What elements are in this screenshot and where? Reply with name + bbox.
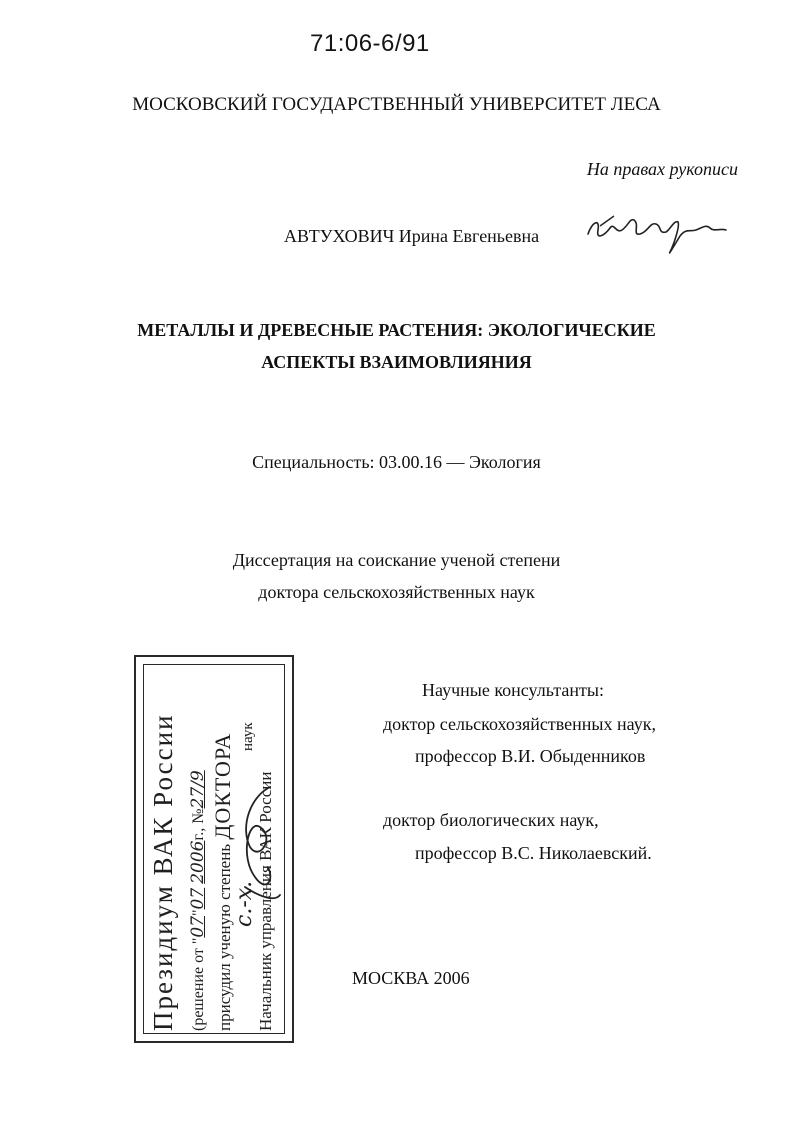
university-name: МОСКОВСКИЙ ГОСУДАРСТВЕННЫЙ УНИВЕРСИТЕТ ЛЕСА <box>132 94 661 115</box>
thesis-degree-line-1: Диссертация на соискание ученой степени <box>232 550 561 570</box>
rights-note: На правах рукописи <box>586 159 738 179</box>
stamp-decision-mid: " <box>190 909 207 916</box>
stamp-decision-no-label: г., № <box>190 808 207 841</box>
stamp-head: Начальник управления ВАК России <box>256 771 275 1031</box>
stamp-presidium: Президиум ВАК России <box>148 713 178 1031</box>
stamp-signature <box>220 767 290 917</box>
city-year: МОСКВА 2006 <box>352 968 470 988</box>
thesis-title-line-1: МЕТАЛЛЫ И ДРЕВЕСНЫЕ РАСТЕНИЯ: ЭКОЛОГИЧЕСКИЕ <box>137 320 656 340</box>
stamp-science-handwritten: с.-х. <box>232 880 257 927</box>
consultant-1-degree: доктор сельскохозяйственных наук, <box>383 714 656 734</box>
thesis-title-line-2: АСПЕКТЫ ВЗАИМОВЛИЯНИЯ <box>261 352 532 372</box>
author-name: АВТУХОВИЧ Ирина Евгеньевна <box>284 226 540 246</box>
stamp-decision-no: 27/9 <box>188 770 208 809</box>
stamp-degree-prefix: присудил ученую степень <box>215 843 234 1031</box>
stamp-decision <box>188 770 208 1031</box>
stamp-decision-day: 07 <box>188 915 208 938</box>
archive-code: 71:06-6/91 <box>310 30 430 57</box>
stamp-decision-prefix: (решение от " <box>190 937 207 1031</box>
specialty: Специальность: 03.00.16 — Экология <box>252 452 541 472</box>
author-signature <box>570 200 740 260</box>
stamp-science-word: наук <box>240 722 256 751</box>
stamp-degree-level: ДОКТОРА <box>210 732 235 840</box>
consultant-2-name: профессор В.С. Николаевский. <box>415 843 652 863</box>
consultants-heading: Научные консультанты: <box>422 680 604 700</box>
vak-stamp <box>134 655 294 1043</box>
thesis-degree-line-2: доктора сельскохозяйственных наук <box>258 582 535 602</box>
consultant-1-name: профессор В.И. Обыденников <box>415 746 646 766</box>
consultant-2-degree: доктор биологических наук, <box>383 810 599 830</box>
stamp-decision-month: 07 <box>188 887 208 910</box>
stamp-decision-year: 2006 <box>188 840 208 884</box>
